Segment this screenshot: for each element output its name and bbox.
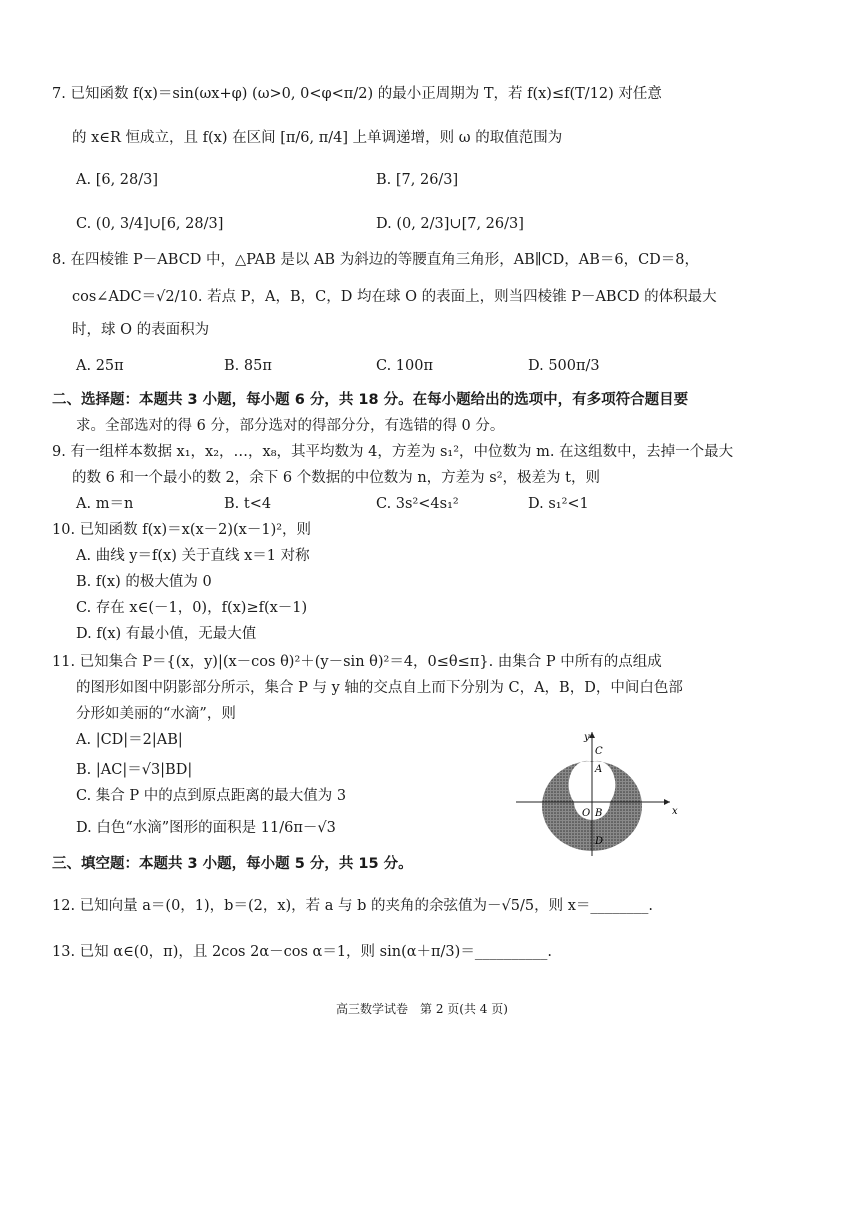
q12-stem: 12. 已知向量 a＝(0，1)，b＝(2，x)，若 a 与 b 的夹角的余弦值为－√5/5，则 x＝________.: [52, 898, 654, 914]
page-footer: 高三数学试卷 第 2 页(共 4 页): [336, 1002, 508, 1016]
q10-option-a: A. 曲线 y＝f(x) 关于直线 x＝1 对称: [76, 548, 310, 564]
q11-option-c: C. 集合 P 中的点到原点距离的最大值为 3: [76, 788, 347, 804]
q10-option-b: B. f(x) 的极大值为 0: [76, 574, 212, 590]
section3-heading: 三、填空题：本题共 3 小题，每小题 5 分，共 15 分。: [52, 856, 413, 872]
q11-stem-line2: 的图形如图中阴影部分所示，集合 P 与 y 轴的交点自上而下分别为 C，A，B，D，中间白色部: [76, 680, 683, 696]
q11-option-b: B. |AC|＝√3|BD|: [76, 762, 193, 778]
fig-label-a: A: [595, 764, 603, 775]
fig-label-c: C: [595, 746, 603, 757]
q9-option-b: B. t<4: [224, 496, 272, 512]
q11-stem-line1: 11. 已知集合 P＝{(x，y)|(x－cos θ)²＋(y－sin θ)²＝4，0≤θ≤π}. 由集合 P 中所有的点组成: [52, 654, 662, 670]
q10-stem: 10. 已知函数 f(x)＝x(x－2)(x－1)²，则: [52, 522, 312, 538]
q9-option-a: A. m＝n: [76, 496, 134, 512]
x-axis-arrow: [664, 799, 670, 805]
q8-stem-line1: 8. 在四棱锥 P－ABCD 中，△PAB 是以 AB 为斜边的等腰直角三角形，AB∥CD，AB＝6，CD＝8，: [52, 252, 700, 268]
q10-option-d: D. f(x) 有最小值，无最大值: [76, 626, 257, 642]
q10-option-c: C. 存在 x∈(－1，0)，f(x)≥f(x－1): [76, 600, 308, 616]
q8-option-a: A. 25π: [76, 358, 124, 374]
fig-label-x: x: [672, 806, 678, 817]
fig-label-b: B: [595, 808, 603, 819]
q9-stem-line2: 的数 6 和一个最小的数 2，余下 6 个数据的中位数为 n，方差为 s²，极差为 t，则: [72, 470, 600, 486]
section2-heading-line2: 求。全部选对的得 6 分，部分选对的得部分分，有选错的得 0 分。: [76, 418, 505, 434]
y-axis-arrow: [589, 732, 595, 738]
section2-heading-line1: 二、选择题：本题共 3 小题，每小题 6 分，共 18 分。在每小题给出的选项中，有多项符合题目要: [52, 392, 689, 408]
fig-label-o: O: [582, 808, 591, 819]
fig-label-d: D: [595, 836, 604, 847]
q11-option-d: D. 白色“水滴”图形的面积是 11/6π－√3: [76, 820, 336, 836]
q8-stem-line3: 时，球 O 的表面积为: [72, 322, 210, 338]
q9-option-c: C. 3s²<4s₁²: [376, 496, 459, 512]
q7-stem-line2: 的 x∈R 恒成立，且 f(x) 在区间 [π/6, π/4] 上单调递增，则 ω 的取值范围为: [72, 130, 563, 146]
q7-stem-line1: 7. 已知函数 f(x)＝sin(ωx+φ) (ω>0, 0<φ<π/2) 的最小正周期为 T，若 f(x)≤f(T/12) 对任意: [52, 86, 662, 102]
q13-stem: 13. 已知 α∈(0，π)，且 2cos 2α－cos α＝1，则 sin(α＋π/3)＝__________.: [52, 944, 552, 960]
q11-figure: [512, 728, 682, 858]
q7-option-d: D. (0, 2/3]∪[7, 26/3]: [376, 216, 524, 232]
q7-option-a: A. [6, 28/3]: [76, 172, 159, 188]
q7-option-b: B. [7, 26/3]: [376, 172, 459, 188]
q8-option-c: C. 100π: [376, 358, 434, 374]
q8-option-d: D. 500π/3: [528, 358, 600, 374]
q9-option-d: D. s₁²<1: [528, 496, 589, 512]
q8-option-b: B. 85π: [224, 358, 272, 374]
q9-stem-line1: 9. 有一组样本数据 x₁，x₂，…，x₈，其平均数为 4，方差为 s₁²，中位数为 m. 在这组数中，去掉一个最大: [52, 444, 734, 460]
q11-option-a: A. |CD|＝2|AB|: [76, 732, 183, 748]
q11-stem-line3: 分形如美丽的“水滴”，则: [76, 706, 236, 722]
fig-label-y: y: [584, 732, 590, 743]
q8-stem-line2: cos∠ADC＝√2/10. 若点 P，A，B，C，D 均在球 O 的表面上，则当四棱锥 P－ABCD 的体积最大: [72, 289, 717, 305]
q7-option-c: C. (0, 3/4]∪[6, 28/3]: [76, 216, 224, 232]
